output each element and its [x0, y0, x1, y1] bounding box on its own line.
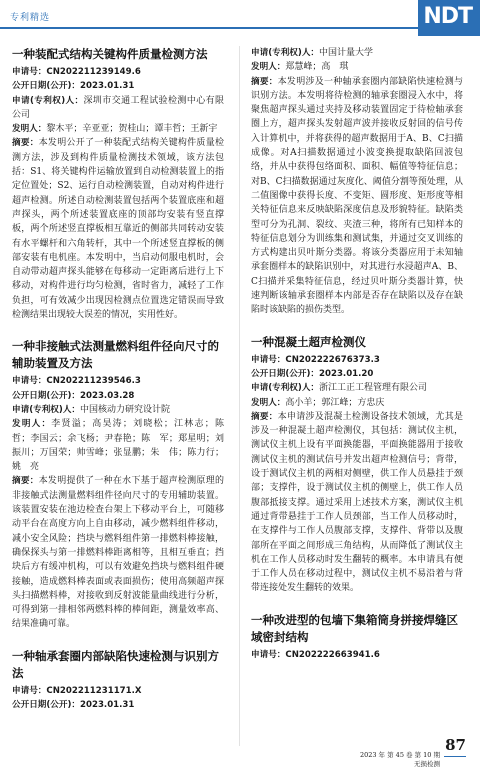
patent-entry: [251, 334, 463, 596]
field-label: 申请(专利权)人：: [12, 95, 84, 106]
app-no-line: [12, 374, 224, 388]
inventor: 李贤溢；高昊涛；刘晓松；江林志；陈 哲；李国云；余飞杨；尹春艳；陈 军；郑星明；刘振川；万国荣；帅雪峰；张显鹏；朱 伟；陈力行；姚 亮: [12, 419, 233, 473]
applicant: 浙江工正工程管理有限公司: [319, 383, 428, 394]
field-label: 摘要：: [251, 76, 278, 87]
issue-info: 2023 年 第 45 卷 第 10 期: [359, 751, 440, 759]
app-no: CN202211239546.3: [46, 376, 141, 387]
app-no: CN202222676373.3: [285, 354, 380, 365]
logo-text: NDT: [423, 4, 472, 29]
patent-title: 一种装配式结构关键构件质量检测方法: [12, 47, 208, 61]
inventor: 郑慧峰；高 琪: [285, 62, 349, 73]
app-no: CN202222663941.6: [285, 649, 380, 660]
app-no: CN202211231171.X: [46, 685, 142, 696]
field-label: 发明人：: [251, 397, 286, 408]
left-column: [12, 46, 233, 728]
journal-name: 无损检测: [414, 760, 440, 768]
field-label: 申请号：: [251, 649, 286, 660]
abstract-text: 本发明涉及一种轴承套圈内部缺陷快速检测与识别方法。本发明将待检测的轴承套圈浸入水中，将聚焦超声探头通过夹持及移动装置固定于待检轴承套圈上方，超声探头发射超声波并接收反射回的信号传入计算机中，并将获得的超声数据用于A、B、C扫描成像。对A扫描数据通过小波变换提取缺陷回波包络，并从中获得包络面积、面积、幅值等特征信息；对B、C扫描数据通过灰度化、阈值分割等预处理，从二值图像中获得长度、不变矩、圆形度、矩形度等相关特征信息来反映缺陷深度信息及形貌特征。缺陷类型可分为孔洞、裂纹、夹渣三种，将所有已知样本的特征信息划分为训练集和测试集，并通过交叉训练的方式构建出贝叶斯分类器。将该分类器应用于未知轴承套圈样本的缺陷识别中，对其进行水浸超声A、B、C扫描并采集特征信息，经过贝叶斯分类器计算，快速判断该轴承套圈样本内部是否存在缺陷以及存在缺陷时该缺陷的损伤类型。: [251, 76, 463, 316]
field-label: 申请(专利权)人：: [251, 383, 320, 394]
field-label: 公开日期(公开)：: [12, 699, 81, 710]
pub-date: 2023.03.28: [80, 390, 135, 401]
inventor: 高小羊；郭江峰；方忠庆: [285, 397, 385, 408]
page-footer: [346, 736, 466, 776]
field-label: 申请号：: [12, 685, 47, 696]
pub-date-line: [12, 79, 224, 93]
page-number: 87: [445, 736, 466, 754]
patent-title: 一种轴承套圈内部缺陷快速检测与识别方法: [12, 648, 219, 680]
abstract: [12, 474, 224, 631]
app-no-line: [251, 353, 463, 367]
field-label: 申请(专利权)人：: [12, 404, 81, 415]
field-label: 申请号：: [12, 376, 47, 387]
field-label: 申请(专利权)人：: [251, 48, 320, 58]
inventor-line: [251, 396, 463, 410]
applicant: 中国计量大学: [319, 48, 374, 58]
applicant-line: [251, 46, 463, 60]
inventor-line: [12, 122, 224, 136]
column-divider: [239, 46, 240, 746]
abstract-text: 本发明提供了一种在水下基于超声检测原理的非接触式法测量燃料组件径向尺寸的专用辅助装置。该装置安装在池边检查台架上下移动平台上，可随移动平台在高度方向上自由移动，减少燃料组件移动，减小安全风险；挡块与燃料组件第一排燃料棒接触，确保探头与第一排燃料棒距离相等，且相互垂直；挡块后方有缓冲机构，可以有效避免挡块与燃料组件硬接触，造成燃料棒表面或表面损伤；使用高频超声探头扫描燃料棒，对接收到反射波能量曲线进行分析，可得到第一排相邻两燃料棒的棒间距，测量效率高、结果准确可靠。: [12, 476, 224, 630]
field-label: 摘要：: [12, 476, 39, 487]
app-no: CN202211239149.6: [46, 67, 141, 77]
page-header: [0, 0, 480, 36]
patent-entry: [12, 46, 224, 322]
applicant: 深圳市交通工程试验检测中心有限公司: [12, 95, 224, 120]
abstract: [12, 136, 224, 322]
field-label: 公开日期(公开)：: [12, 390, 81, 401]
inventor-line: [251, 60, 463, 74]
abstract-text: 本申请涉及混凝土检测设备技术领域，尤其是涉及一种混凝土超声检测仪，其包括：测试仪主机，测试仪主机上设有平面换能器，平面换能器用于接收测试仪主机的测试信号并发出超声检测信号；背带，设于测试仪主机的两相对侧壁，供工作人员悬挂于颈部；支撑件，设于测试仪主机的侧壁上，供工作人员腹部抵接支撑。通过采用上述技术方案，测试仪主机通过背带悬挂于工作人员颈部，当工作人员移动时，在支撑件与工作人员腹部支撑，支撑件、背带以及腹部所在平面之间形成三角结构，从而降低了测试仪主机在工作人员移动时发生翻转的概率。本申请具有便于工作人员在移动过程中，测试仪主机不易沿着与背带连接处发生翻转的效果。: [251, 411, 463, 594]
field-label: 申请号：: [12, 67, 47, 77]
field-label: 摘要：: [12, 138, 39, 149]
patent-title: 一种改进型的包墙下集箱筒身拼接焊缝区域密封结构: [251, 612, 458, 644]
inventor-line: [12, 417, 233, 474]
header-rule: [0, 27, 418, 29]
patent-entry: [12, 338, 233, 631]
pub-date-line: [12, 698, 224, 712]
field-label: 摘要：: [251, 411, 278, 422]
field-label: 公开日期(公开)：: [251, 368, 320, 379]
field-label: 申请号：: [251, 354, 286, 365]
inventor: 黎木平；辛亚亚；贺桂山；谭丰哲；王新宇: [46, 124, 218, 135]
patent-title: 一种混凝土超声检测仪: [251, 334, 366, 349]
footer-rule: [444, 756, 466, 757]
app-no-line: [251, 648, 463, 662]
app-no-line: [12, 684, 224, 698]
pub-date-line: [251, 367, 463, 381]
pub-date: 2023.01.31: [80, 699, 135, 710]
patent-title: 一种非接触式法测量燃料组件径向尺寸的辅助装置及方法: [12, 339, 219, 371]
field-label: 发明人：: [12, 124, 47, 135]
journal-logo: [418, 0, 480, 36]
pub-date: 2023.01.31: [80, 81, 135, 92]
section-tag: 专利精选: [10, 13, 51, 23]
abstract: [251, 75, 463, 318]
pub-date-line: [12, 389, 224, 403]
pub-date: 2023.01.20: [319, 368, 374, 379]
patent-entry: [251, 612, 463, 662]
patent-entry-continued: [251, 46, 463, 318]
abstract-text: 本发明公开了一种装配式结构关键构件质量检测方法，涉及到构件质量检测技术领域，该方法包括：S1、将关键构件运输放置到自动检测装置上的指定位置处；S2、运行自动检测装置，自动对构件进行超声检测。所述自动检测装置包括两个装置底座和超声探头，两个所述装置底座的顶部均安装有竖直撑板，两个所述竖直撑板相互靠近的侧部共同转动安装有水平螺杆和六角转杆，其中一个所述竖直撑板的侧部安装有电机座。本发明中，当启动伺服电机时，会自动带动超声探头能够在每移动一定距离后进行上下移动，对构件进行均匀检测，省时省力，减轻了工作负担，可有效减少出现因检测点位置选定错误而导致检测结果出现较大误差的情况，实用性好。: [12, 138, 224, 321]
abstract: [251, 410, 463, 596]
applicant: 中国核动力研究设计院: [80, 404, 171, 415]
field-label: 发明人：: [12, 419, 52, 430]
right-column: [251, 46, 463, 678]
applicant-line: [251, 381, 463, 395]
patent-entry: [12, 648, 224, 713]
field-label: 发明人：: [251, 62, 286, 73]
applicant-line: [12, 94, 224, 123]
applicant-line: [12, 403, 224, 417]
field-label: 公开日期(公开)：: [12, 81, 81, 92]
app-no-line: [12, 65, 224, 79]
